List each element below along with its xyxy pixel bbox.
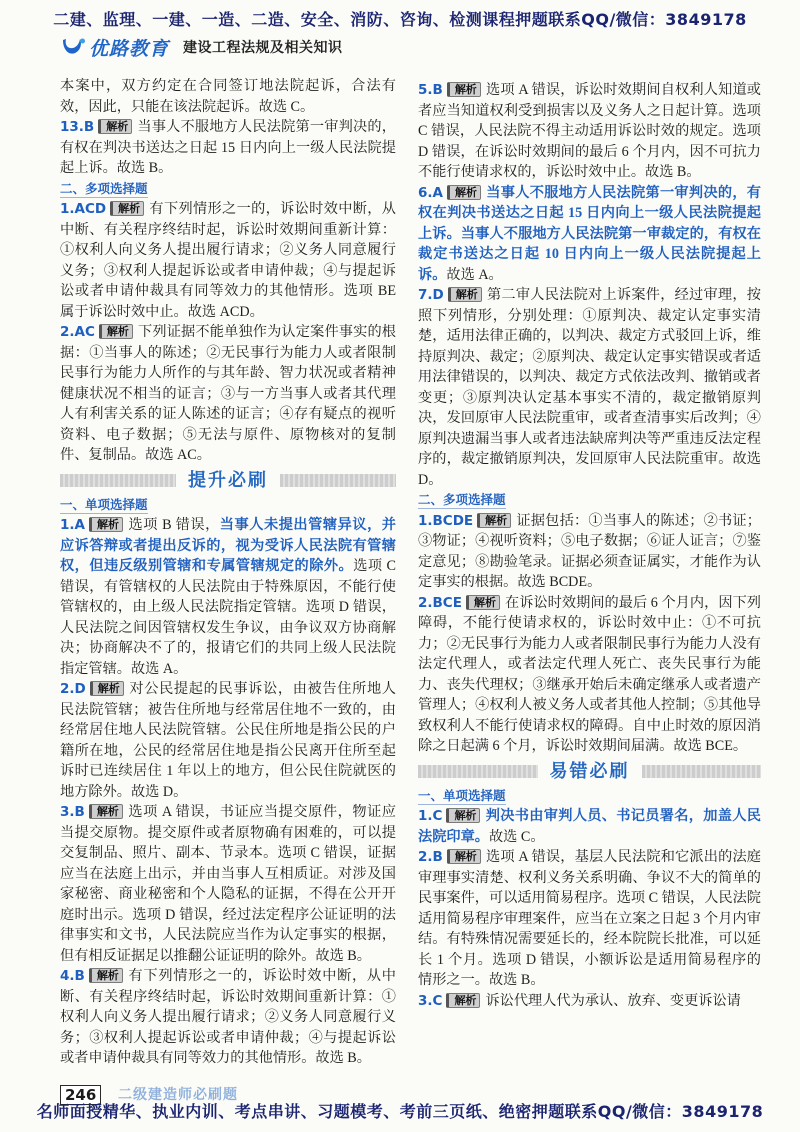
analysis-tag: 解析 bbox=[447, 849, 481, 864]
answer-explanation: 故选 C。 bbox=[488, 828, 545, 845]
answer-explanation: 选项 A 错误，诉讼时效期间自权利人知道或者应当知道权利受到损害以及义务人之日起计算。选项 C 错误，人民法院不得主动适用诉讼时效的规定。选项 D 错误，在诉讼时效期间的最后 6 个月内，因不可抗力不能行使请求权的，诉讼时效中止。故选 B。 bbox=[418, 82, 761, 180]
highlighted-explanation: 当事人未提出管辖异议，并应诉答辩或者提出反诉的，视为受诉人民法院有管辖权，但违反级别管辖和专属管辖规定的除外。 bbox=[60, 517, 396, 574]
book-title: 建设工程法规及相关知识 bbox=[183, 40, 343, 56]
analysis-tag: 解析 bbox=[477, 513, 511, 528]
analysis-tag: 解析 bbox=[90, 681, 124, 696]
analysis-tag: 解析 bbox=[448, 287, 482, 302]
answer-item bbox=[418, 80, 761, 183]
answer-item bbox=[418, 183, 761, 286]
answer-item bbox=[60, 966, 396, 1069]
series-title: 二级建造师必刷题 bbox=[118, 1087, 238, 1103]
answer-number: 3.B bbox=[60, 804, 85, 820]
answer-explanation: 在诉讼时效期间的最后 6 个月内，因下列障碍，不能行使请求权的，诉讼时效中止：①不可抗力；②无民事行为能力人或者限制民事行为能力人没有法定代理人，或者法定代理人死亡、丧失民事行为能力、丧失代理权；③继承开始后未确定继承人或者遗产管理人；④权利人被义务人或者其他人控制；⑤其他导致权利人不能行使请求权的障碍。自中止时效的原因消除之日起满 6 个月，诉讼时效期间届满。故选 BCE。 bbox=[418, 594, 761, 754]
answer-explanation: 当事人不服地方人民法院第一审判决的，有权在判决书送达之日起 15 日内向上一级人民法院提起上诉。故选 B。 bbox=[60, 119, 396, 176]
analysis-tag: 解析 bbox=[446, 808, 480, 823]
answer-item bbox=[60, 515, 396, 679]
answer-explanation: 选项 C 错误，有管辖权的人民法院由于特殊原因，不能行使管辖权的，由上级人民法院指定管辖。选项 D 错误，人民法院之间因管辖权发生争议，由争议双方协商解决；协商解决不了的，报请它们的共同上级人民法院指定管辖。故选 A。 bbox=[60, 558, 396, 677]
section-title-banner bbox=[60, 468, 396, 494]
answer-item bbox=[418, 511, 761, 593]
analysis-tag: 解析 bbox=[110, 201, 144, 216]
bottom-promo-banner: 名师面授精华、执业内训、考点串讲、习题模考、考前三页纸、绝密押题联系QQ/微信：3849178 bbox=[36, 1102, 764, 1121]
answer-continuation: 本案中，双方约定在合同签订地法院起诉，合法有效，因此，只能在该法院起诉。故选 C。 bbox=[60, 78, 396, 115]
answer-item bbox=[60, 802, 396, 966]
answer-number: 4.B bbox=[60, 968, 85, 984]
answer-explanation: 有下列情形之一的，诉讼时效中断，从中断、有关程序终结时起，诉讼时效期间重新计算：①权利人向义务人提出履行请求；②义务人同意履行义务；③权利人提起诉讼或者申请仲裁；④与提起诉讼或者申请仲裁具有同等效力的其他情形。故选 B。 bbox=[60, 968, 396, 1066]
analysis-tag: 解析 bbox=[466, 595, 500, 610]
answer-explanation: 下列证据不能单独作为认定案件事实的根据：①当事人的陈述；②无民事行为能力人或者限制民事行为能力人所作的与其年龄、智力状况或者精神健康状况不相当的证言；③与一方当事人或者其代理人有利害关系的证人陈述的证言；④存有疑点的视听资料、电子数据；⑤无法与原件、原物核对的复制件、复制品。故选 AC。 bbox=[60, 324, 396, 463]
answer-item bbox=[418, 285, 761, 490]
answer-item bbox=[418, 806, 761, 847]
analysis-tag: 解析 bbox=[447, 185, 481, 200]
answer-number: 1.C bbox=[418, 808, 443, 824]
answer-item bbox=[60, 117, 396, 179]
answer-number: 2.D bbox=[60, 681, 86, 697]
answer-explanation: 选项 B 错误， bbox=[127, 517, 220, 533]
section-divider bbox=[418, 765, 538, 778]
answer-number: 6.A bbox=[418, 184, 443, 201]
top-promo-banner: 二建、监理、一建、一造、二造、安全、消防、咨询、检测课程押题联系QQ/微信：3849178 bbox=[53, 10, 747, 29]
answer-item bbox=[60, 199, 396, 322]
analysis-tag: 解析 bbox=[89, 517, 123, 532]
answer-item bbox=[60, 322, 396, 466]
question-type-label: 二、多项选择题 bbox=[418, 492, 506, 507]
answer-item bbox=[418, 593, 761, 757]
answer-number: 1.ACD bbox=[60, 201, 107, 217]
right-column bbox=[418, 80, 761, 1011]
answer-explanation: 选项 A 错误，书证应当提交原件，物证应当提交原物。提交原件或者原物确有困难的，可以提交复制品、照片、副本、节录本。选项 C 错误，证据应当在法庭上出示，并由当事人互相质证。对涉及国家秘密、商业秘密和个人隐私的证据，不得在公开开庭时出示。选项 D 错误，经过法定程序公证证明的法律事实和文书，人民法院应当作为认定事实的根据，但有相反证据足以推翻公证证明的除外。故选 B。 bbox=[60, 804, 396, 964]
section-title: 易错必刷 bbox=[549, 760, 630, 782]
highlighted-explanation: 判决书由审判人员、书记员署名，加盖人民法院印章。 bbox=[418, 808, 761, 845]
question-type-heading bbox=[418, 786, 761, 807]
section-divider bbox=[642, 765, 762, 778]
answer-explanation: 证据包括：①当事人的陈述；②书证；③物证；④视听资料；⑤电子数据；⑥证人证言；⑦鉴定意见；⑧勘验笔录。证据必须查证属实，才能作为认定事实的根据。故选 BCDE。 bbox=[418, 512, 761, 590]
answer-explanation: 有下列情形之一的，诉讼时效中断，从中断、有关程序终结时起，诉讼时效期间重新计算：①权利人向义务人提出履行请求；②义务人同意履行义务；③权利人提起诉讼或者申请仲裁；④与提起诉讼或者申请仲裁具有同等效力的其他情形。选项 BE 属于诉讼时效中止。故选 ACD。 bbox=[60, 201, 396, 320]
answer-item bbox=[418, 991, 761, 1012]
answer-explanation: 故选 A。 bbox=[446, 266, 503, 283]
answer-explanation: 第二审人民法院对上诉案件，经过审理，按照下列情形，分别处理：①原判决、裁定认定事实清楚，适用法律正确的，以判决、裁定方式驳回上诉，维持原判决、裁定；②原判决、裁定认定事实错误或者适用法律错误的，以判决、裁定方式依法改判、撤销或者变更；③原判决认定基本事实不清的，裁定撤销原判决，发回原审人民法院重审，或者查清事实后改判；④原判决遗漏当事人或者违法缺席判决等严重违反法定程序的，裁定撤销原判决，发回原审人民法院重审。故选 D。 bbox=[418, 287, 761, 488]
page-header bbox=[60, 34, 343, 60]
page-number: 246 bbox=[60, 1085, 101, 1105]
answer-number: 2.BCE bbox=[418, 594, 462, 611]
answer-number: 5.B bbox=[418, 82, 443, 98]
answer-number: 1.BCDE bbox=[418, 512, 474, 529]
answer-number: 7.D bbox=[418, 287, 444, 303]
question-type-heading bbox=[418, 490, 761, 511]
left-column bbox=[60, 76, 396, 1069]
brand-name: 优路教育 bbox=[89, 37, 170, 60]
highlighted-explanation: 当事人不服地方人民法院第一审判决的，有权在判决书送达之日起 15 日内向上一级人民法院提起上诉。当事人不服地方人民法院第一审裁定的，有权在裁定书送达之日起 10 日内向上一级人民法院提起上诉。 bbox=[418, 184, 761, 283]
section-divider bbox=[280, 474, 396, 487]
analysis-tag: 解析 bbox=[446, 993, 480, 1008]
analysis-tag: 解析 bbox=[99, 324, 133, 339]
answer-item bbox=[418, 847, 761, 991]
answer-number: 13.B bbox=[60, 119, 95, 135]
section-title: 提升必刷 bbox=[188, 469, 268, 491]
answer-item bbox=[60, 679, 396, 802]
answer-number: 2.B bbox=[418, 849, 443, 865]
analysis-tag: 解析 bbox=[447, 82, 481, 97]
question-type-label: 一、单项选择题 bbox=[60, 496, 148, 512]
analysis-tag: 解析 bbox=[98, 119, 132, 134]
answer-number: 3.C bbox=[418, 992, 443, 1009]
section-title-banner bbox=[418, 759, 761, 785]
answer-explanation: 诉讼代理人代为承认、放弃、变更诉讼请 bbox=[485, 992, 741, 1009]
youlu-logo-icon bbox=[60, 37, 86, 57]
answer-explanation: 选项 A 错误，基层人民法院和它派出的法庭审理事实清楚、权利义务关系明确、争议不大的简单的民事案件，可以适用简易程序。选项 C 错误，人民法院适用简易程序审理案件，应当在立案之日起 3 个月内审结。有特殊情况需要延长的，经本院院长批准，可以延长 1 个月。选项 D 错误，小额诉讼是适用简易程序的情形之一。故选 B。 bbox=[418, 849, 761, 988]
analysis-tag: 解析 bbox=[89, 804, 123, 819]
question-type-label: 二、多项选择题 bbox=[60, 180, 148, 196]
answer-number: 1.A bbox=[60, 517, 85, 533]
question-type-heading bbox=[60, 495, 396, 516]
section-divider bbox=[60, 474, 176, 487]
analysis-tag: 解析 bbox=[89, 968, 123, 983]
answer-explanation: 对公民提起的民事诉讼，由被告住所地人民法院管辖；被告住所地与经常居住地不一致的，由经常居住地人民法院管辖。公民住所地是指公民的户籍所在地，公民的经常居住地是指公民离开住所至起诉时已连续居住 1 年以上的地方，但公民住院就医的地方除外。故选 D。 bbox=[60, 681, 396, 800]
question-type-label: 一、单项选择题 bbox=[418, 787, 506, 803]
answer-number: 2.AC bbox=[60, 324, 95, 340]
question-type-heading bbox=[60, 179, 396, 200]
